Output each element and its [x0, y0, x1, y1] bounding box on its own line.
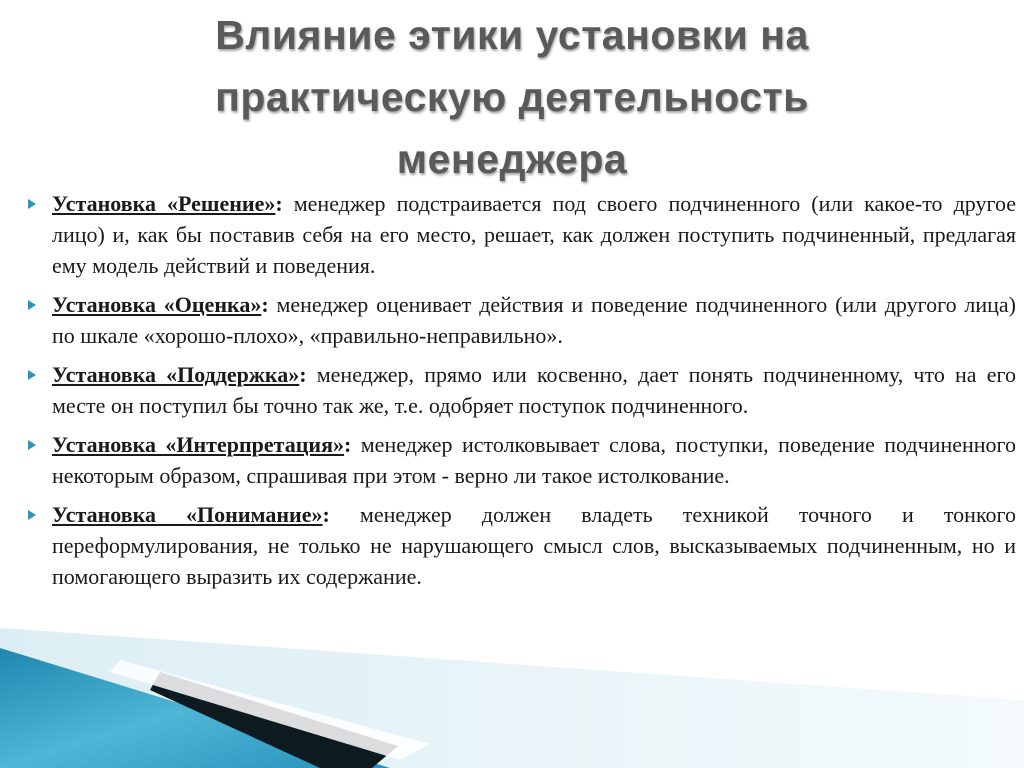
- term-colon: :: [275, 191, 283, 216]
- triangle-bullet-icon: [28, 199, 36, 209]
- title-line-3: менеджера: [396, 136, 628, 182]
- title-line-2: практическую деятельность: [215, 74, 809, 120]
- dark-stripe: [150, 672, 398, 768]
- item-text: менеджер должен владеть техникой точного и тонкого переформулирования, не только не нарушающего смысл слов, высказываемых подчиненным, но и помогающего выразить их содержание.: [52, 502, 1017, 589]
- item-text: менеджер истолковывает слова, поступки, поведение подчиненного некоторым образом, спрашивая при этом - верно ли такое истолкование.: [52, 432, 1017, 488]
- triangle-bullet-icon: [28, 510, 36, 520]
- item-text: менеджер оценивает действия и поведение подчиненного (или другого лица) по шкале «хорошо-плохо», «правильно-неправильно».: [52, 292, 1016, 348]
- item-term: Установка «Поддержка»: [52, 362, 300, 387]
- term-colon: :: [322, 502, 330, 527]
- item-term: Установка «Решение»: [52, 191, 276, 216]
- bullet-list: [22, 188, 1016, 600]
- title-line-1: Влияние этики установки на: [215, 12, 809, 58]
- list-item: [22, 359, 1016, 421]
- teal-band: [0, 648, 390, 768]
- slide-title: [100, 4, 924, 190]
- list-item: [22, 188, 1016, 281]
- item-text: менеджер подстраивается под своего подчиненного (или какое-то другое лицо) и, как бы поставив себя на его место, решает, как должен поступить подчиненный, предлагая ему модель действий и поведения.: [52, 191, 1016, 278]
- white-stripe: [110, 660, 430, 760]
- list-item: [22, 499, 1016, 592]
- triangle-bullet-icon: [28, 440, 36, 450]
- list-item: [22, 429, 1016, 491]
- list-item: [22, 289, 1016, 351]
- item-text: менеджер, прямо или косвенно, дает понять подчиненному, что на его месте он поступил бы точно так же, т.е. одобряет поступок подчиненного.: [52, 362, 1016, 418]
- term-colon: :: [261, 292, 269, 317]
- term-colon: :: [344, 432, 352, 457]
- item-term: Установка «Оценка»: [52, 292, 262, 317]
- light-band: [0, 628, 1024, 768]
- item-term: Установка «Интерпретация»: [52, 432, 344, 457]
- term-colon: :: [299, 362, 307, 387]
- triangle-bullet-icon: [28, 370, 36, 380]
- item-term: Установка «Понимание»: [52, 502, 323, 527]
- triangle-bullet-icon: [28, 300, 36, 310]
